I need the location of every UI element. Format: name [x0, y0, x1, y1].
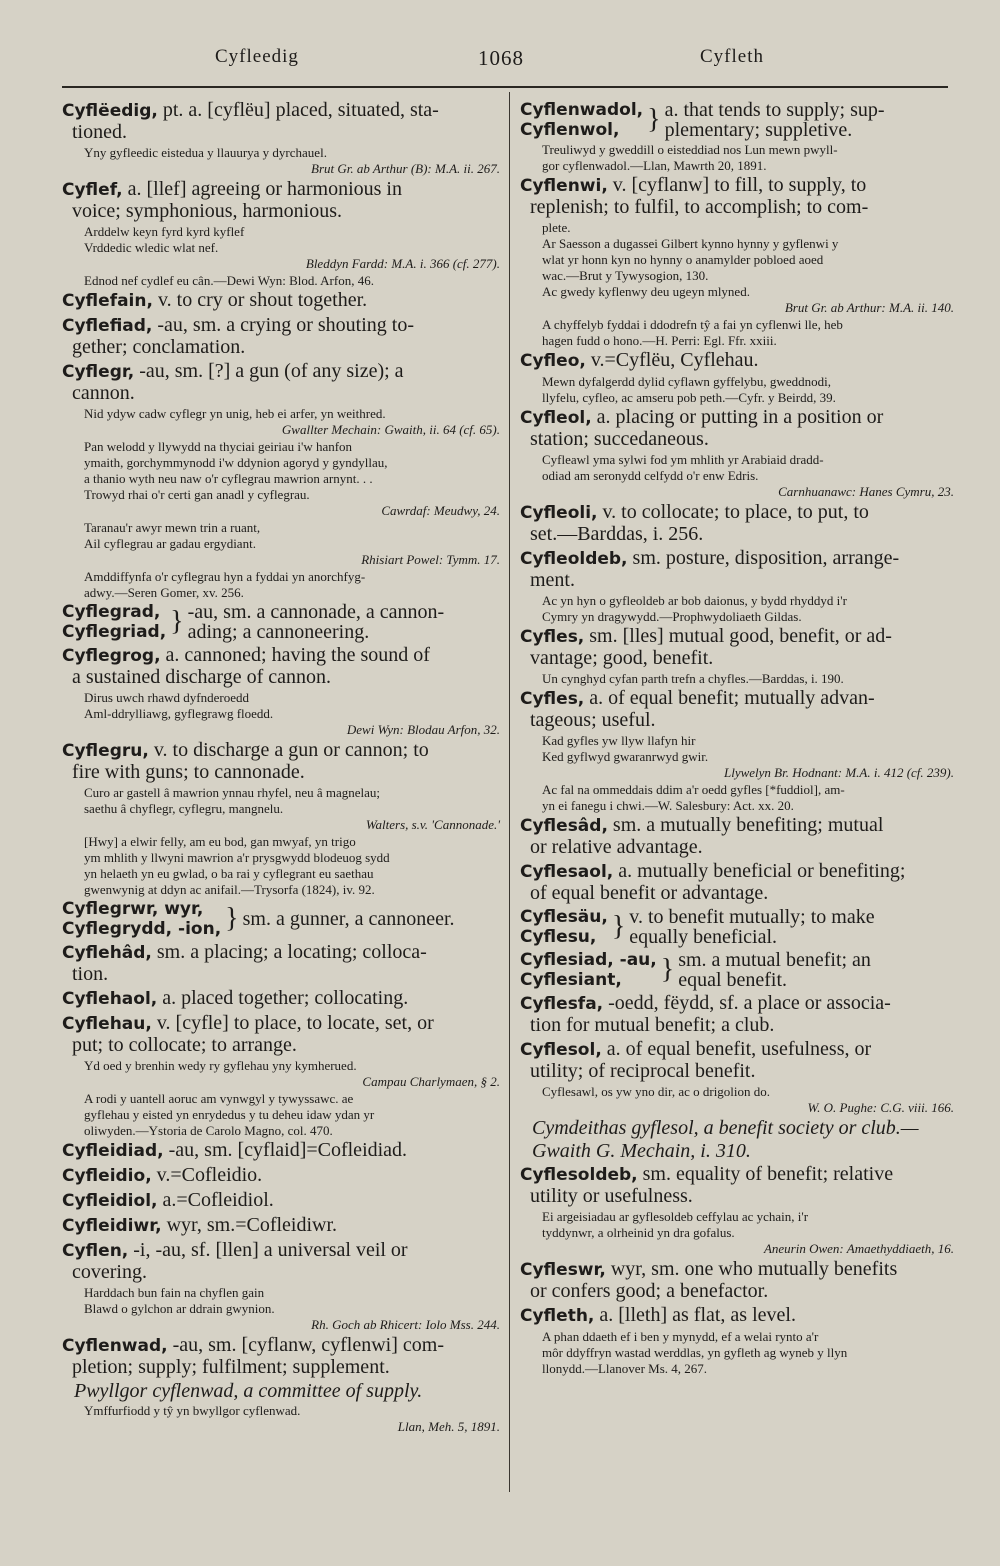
running-header: [0, 46, 1000, 76]
definition: sm. a placing; a locating; colloca-: [156, 941, 427, 963]
headword: Cyflefain,: [62, 291, 153, 311]
dictionary-entry: [520, 1259, 954, 1302]
definition-continuation: gether; conclamation.: [72, 336, 246, 358]
dictionary-entry: [62, 740, 500, 783]
quotation-line: hagen fudd o hono.—H. Perri: Egl. Ffr. xxiii.: [542, 333, 777, 348]
dictionary-entry: [62, 988, 500, 1010]
quotation-line: Amddiffynfa o'r cyflegrau hyn a fyddai yn anorchfyg-: [84, 569, 366, 584]
quotation-line: gwenwynig at ddyn ac anifail.—Trysorfa (1824), iv. 92.: [84, 882, 375, 897]
dictionary-entry: [62, 942, 500, 985]
header-left-guide-word: Cyfleedig: [215, 46, 299, 67]
quotation-line: Mewn dyfalgerdd dylid cyflawn gyffelybu, gweddnodi,: [542, 374, 831, 389]
definition: -oedd, fëydd, sf. a place or associa-: [608, 992, 891, 1014]
headword: Cyflenwadol,: [520, 100, 644, 120]
citation-source: Llan, Meh. 5, 1891.: [397, 1419, 500, 1434]
definition-continuation: tageous; useful.: [530, 709, 656, 731]
quotation-line: Treuliwyd y gweddill o eisteddiad nos Lun mewn pwyll-: [542, 142, 838, 157]
definition: wyr, sm.=Cofleidiwr.: [166, 1214, 338, 1236]
definition: a.=Cofleidiol.: [162, 1189, 274, 1211]
citation-source: Gwallter Mechain: Gwaith, ii. 64 (cf. 65).: [281, 422, 500, 437]
definition-continuation: fire with guns; to cannonade.: [72, 761, 305, 783]
headword: Cyfleoli,: [520, 503, 598, 523]
dictionary-entry: [62, 315, 500, 358]
definition: a. [llef] agreeing or harmonious in: [127, 178, 402, 200]
quotation-line: Ymffurfiodd y tŷ yn bwyllgor cyflenwad.: [84, 1403, 301, 1418]
definition-line: v. to benefit mutually; to make: [629, 906, 875, 928]
paired-entry: [520, 950, 954, 990]
definition: v. to discharge a gun or cannon; to: [153, 739, 429, 761]
dictionary-entry: [62, 361, 500, 404]
dictionary-entry: [62, 1335, 500, 1378]
header-rule: [62, 86, 948, 88]
quotation-line: Blawd o gylchon ar ddrain gwynion.: [84, 1301, 275, 1316]
quotation-line: Cyflesawl, os yw yno dir, ac o drigolion do.: [542, 1084, 771, 1099]
paired-headwords: [62, 602, 166, 642]
paired-headwords: [520, 907, 608, 947]
definition: a. of equal benefit; mutually advan-: [589, 687, 875, 709]
dictionary-entry: [520, 1039, 954, 1082]
definition-line: plementary; suppletive.: [664, 119, 853, 141]
quotation-line: môr ddyffryn wastad werddlas, yn gyfleth ag wyneb y llyn: [542, 1345, 848, 1360]
definition: v.=Cofleidio.: [156, 1164, 263, 1186]
headword: Cyflegrad,: [62, 602, 161, 622]
definition: sm. [lles] mutual good, benefit, or ad-: [589, 625, 892, 647]
paired-headwords: [520, 950, 657, 990]
dictionary-entry: [62, 1215, 500, 1237]
quotation-line: Yny gyfleedic eistedua y llauurya y dyrchauel.: [84, 145, 327, 160]
quotation-line: A phan ddaeth ef i ben y mynydd, ef a welai rynto a'r: [542, 1329, 819, 1344]
definition-continuation: tioned.: [72, 121, 127, 143]
citation-source: Brut Gr. ab Arthur: M.A. ii. 140.: [784, 300, 954, 315]
headword: Cyflehaol,: [62, 989, 158, 1009]
quotation-line: ymaith, gorchymmynodd i'w ddynion agoryd y gyndyllau,: [84, 455, 388, 470]
citation-source: Aneurin Owen: Amaethyddiaeth, 16.: [763, 1241, 954, 1256]
quotation-line: Un cynghyd cyfan parth trefn a chyfles.—Barddas, i. 190.: [542, 671, 844, 686]
paired-entry: [62, 602, 500, 642]
definition-continuation: put; to collocate; to arrange.: [72, 1034, 297, 1056]
quotation-line: Ac gwedy kyflenwy deu ugeyn mlyned.: [542, 284, 750, 299]
headword: Cyflesiant,: [520, 970, 622, 990]
quotation-line: ym mhlith y llwyni mawrion a'r prysgwydd blodeuog sydd: [84, 850, 390, 865]
paired-entry: [520, 100, 954, 140]
definition-continuation: station; succedaneous.: [530, 428, 709, 450]
headword: Cyflesu,: [520, 927, 597, 947]
left-column: [62, 100, 500, 1437]
quotation-line: tyddynwr, a olrheinid yn dra gofalus.: [542, 1225, 735, 1240]
definition: -au, sm. a crying or shouting to-: [157, 314, 415, 336]
dictionary-entry: [62, 290, 500, 312]
dictionary-entry: [520, 407, 954, 450]
headword: Cyflesâd,: [520, 816, 608, 836]
quotation-line: yn helaeth yn eu gwlad, o ba rai y cyflegrant eu saethau: [84, 866, 374, 881]
quotation-line: Arddelw keyn fyrd kyrd kyflef: [84, 224, 245, 239]
headword: Cyfleo,: [520, 351, 586, 371]
quotation-line: gyflehau y eisted yn enrydedus y tu deheu idaw ydan yr: [84, 1107, 375, 1122]
dictionary-entry: [520, 1164, 954, 1207]
quotation-line: oliwyden.—Ystoria de Carolo Magno, col. 470.: [84, 1123, 333, 1138]
dictionary-entry: [520, 626, 954, 669]
headword: Cyflen,: [62, 1241, 129, 1261]
quotation-line: Ednod nef cydlef eu cân.—Dewi Wyn: Blod. Arfon, 46.: [84, 273, 374, 288]
definition-continuation: replenish; to fulfil, to accomplish; to com-: [530, 196, 869, 218]
headword: Cyflesiad, -au,: [520, 950, 657, 970]
quotation-line: llyfelu, cyfleo, ac amseru pob peth.—Cyfr. y Beirdd, 39.: [542, 390, 836, 405]
paired-definition: [678, 950, 871, 990]
italic-phrase: Pwyllgor cyflenwad, a committee of supply.: [74, 1380, 423, 1402]
definition: a. cannoned; having the sound of: [165, 644, 430, 666]
paired-entry: [62, 899, 500, 939]
definition: v. to collocate; to place, to put, to: [602, 501, 869, 523]
dictionary-entry: [62, 1190, 500, 1212]
citation-source: Cawrdaf: Meudwy, 24.: [381, 503, 500, 518]
citation-source: Campau Charlymaen, § 2.: [362, 1074, 500, 1089]
headword: Cyfleol,: [520, 408, 592, 428]
headword: Cyflesaol,: [520, 862, 614, 882]
header-right-guide-word: Cyfleth: [700, 46, 764, 67]
definition-continuation: of equal benefit or advantage.: [530, 882, 769, 904]
dictionary-entry: [62, 1240, 500, 1283]
headword: Cyfleidiad,: [62, 1141, 164, 1161]
headword: Cyflesfa,: [520, 994, 604, 1014]
headword: Cyflenwol,: [520, 120, 620, 140]
quotation-line: a thanio wyth neu naw o'r cyflegrau mawrion arnynt. . .: [84, 471, 373, 486]
definition-continuation: voice; symphonious, harmonious.: [72, 200, 342, 222]
dictionary-entry: [520, 1305, 954, 1327]
headword: Cyflegriad,: [62, 622, 167, 642]
definition-line: ading; a cannoneering.: [187, 621, 370, 643]
italic-phrase: Cymdeithas gyflesol, a benefit society or club.—: [532, 1117, 919, 1139]
headword: Cyflesäu,: [520, 907, 608, 927]
brace-icon: }: [225, 903, 239, 934]
headword: Cyflesol,: [520, 1040, 602, 1060]
quotation-line: Aml-ddrylliawg, gyflegrawg floedd.: [84, 706, 274, 721]
quotation-line: odiad am seronydd celfydd o'r enw Edris.: [542, 468, 759, 483]
definition-line: sm. a gunner, a cannoneer.: [242, 908, 455, 930]
definition-continuation: or confers good; a benefactor.: [530, 1280, 769, 1302]
definition-continuation: set.—Barddas, i. 256.: [530, 523, 704, 545]
quotation-line: Ked gyflwyd gwaranrwyd gwir.: [542, 749, 709, 764]
headword: Cyflef,: [62, 180, 123, 200]
definition-continuation: covering.: [72, 1261, 147, 1283]
dictionary-entry: [520, 350, 954, 372]
headword: Cyfleoldeb,: [520, 549, 628, 569]
italic-phrase: Gwaith G. Mechain, i. 310.: [532, 1140, 751, 1162]
headword: Cyfleswr,: [520, 1260, 606, 1280]
definition: -i, -au, sf. [llen] a universal veil or: [133, 1239, 408, 1261]
citation-source: Bleddyn Fardd: M.A. i. 366 (cf. 277).: [305, 256, 500, 271]
headword: Cyflegrydd, -ion,: [62, 919, 222, 939]
quotation-line: Harddach bun fain na chyflen gain: [84, 1285, 265, 1300]
quotation-line: llonydd.—Llanover Ms. 4, 267.: [542, 1361, 708, 1376]
dictionary-entry: [520, 502, 954, 545]
quotation-line: A chyffelyb fyddai i ddodrefn tŷ a fai yn cyflenwi lle, heb: [542, 317, 843, 332]
headword: Cyflegr,: [62, 362, 135, 382]
definition: a. placing or putting in a position or: [596, 406, 884, 428]
brace-icon: }: [611, 911, 626, 942]
quotation-line: Taranau'r awyr mewn trin a ruant,: [84, 520, 261, 535]
dictionary-entry: [520, 548, 954, 591]
paired-definition: [629, 907, 874, 947]
definition-line: sm. a mutual benefit; an: [678, 949, 871, 971]
definition-line: -au, sm. a cannonade, a cannon-: [187, 601, 445, 623]
headword: Cyflegrog,: [62, 646, 161, 666]
headword: Cyflefiad,: [62, 316, 153, 336]
paired-definition: [243, 909, 455, 929]
quotation-line: yn ei fanegu i chwi.—W. Salesbury: Act. xx. 20.: [542, 798, 794, 813]
definition: v. [cyfle] to place, to locate, set, or: [156, 1012, 434, 1034]
quotation-line: Pan welodd y llywydd na thyciai geiriau i'w hanfon: [84, 439, 353, 454]
definition: pt. a. [cyflëu] placed, situated, sta-: [162, 99, 439, 121]
headword: Cyfles,: [520, 627, 585, 647]
definition: a. [lleth] as flat, as level.: [599, 1304, 796, 1326]
definition: a. of equal benefit, usefulness, or: [606, 1038, 872, 1060]
definition: a. placed together; collocating.: [162, 987, 409, 1009]
citation-source: Walters, s.v. 'Cannonade.': [365, 817, 500, 832]
quotation-line: Yd oed y brenhin wedy ry gyflehau yny kymherued.: [84, 1058, 357, 1073]
citation-source: Carnhuanawc: Hanes Cymru, 23.: [778, 484, 954, 499]
quotation-line: Cyfleawl yma sylwi fod ym mhlith yr Arabiaid dradd-: [542, 452, 824, 467]
citation-source: Rhisiart Powel: Tymm. 17.: [361, 552, 500, 567]
definition-continuation: tion for mutual benefit; a club.: [530, 1014, 775, 1036]
dictionary-entry: [520, 688, 954, 731]
dictionary-entry: [520, 861, 954, 904]
citation-source: W. O. Pughe: C.G. viii. 166.: [807, 1100, 954, 1115]
definition-line: equal benefit.: [678, 969, 788, 991]
quotation-line: Vrddedic wledic wlat nef.: [84, 240, 219, 255]
definition: v.=Cyflëu, Cyflehau.: [590, 349, 759, 371]
headword: Cyfleth,: [520, 1306, 595, 1326]
headword: Cyflehâd,: [62, 943, 152, 963]
headword: Cyflegrwr, wyr,: [62, 899, 204, 919]
citation-source: Rh. Goch ab Rhicert: Iolo Mss. 244.: [311, 1317, 500, 1332]
definition-line: equally beneficial.: [629, 926, 778, 948]
paired-definition: [188, 602, 445, 642]
headword: Cyflegru,: [62, 741, 149, 761]
definition: sm. a mutually benefiting; mutual: [612, 814, 884, 836]
right-column: [520, 100, 954, 1378]
definition: v. [cyflanw] to fill, to supply, to: [612, 174, 867, 196]
headword: Cyflenwi,: [520, 176, 608, 196]
definition-continuation: ment.: [530, 569, 575, 591]
definition-continuation: a sustained discharge of cannon.: [72, 666, 331, 688]
paired-definition: [665, 100, 885, 140]
definition: v. to cry or shout together.: [157, 289, 368, 311]
quotation-line: [Hwy] a elwir felly, am eu bod, gan mwyaf, yn trigo: [84, 834, 356, 849]
headword: Cyfleidiwr,: [62, 1216, 162, 1236]
brace-icon: }: [660, 954, 675, 985]
quotation-line: Curo ar gastell â mawrion ynnau rhyfel, neu â magnelau;: [84, 785, 381, 800]
citation-source: Dewi Wyn: Blodau Arfon, 32.: [346, 722, 500, 737]
dictionary-entry: [62, 1140, 500, 1162]
headword: Cyflesoldeb,: [520, 1165, 638, 1185]
quotation-line: A rodi y uantell aoruc am vynwgyl y tywyssawc. ae: [84, 1091, 354, 1106]
quotation-line: wac.—Brut y Tywysogion, 130.: [542, 268, 709, 283]
dictionary-entry: [62, 179, 500, 222]
quotation-line: Kad gyfles yw llyw llafyn hir: [542, 733, 696, 748]
citation-source: Brut Gr. ab Arthur (B): M.A. ii. 267.: [311, 161, 500, 176]
headword: Cyflëedig,: [62, 101, 158, 121]
definition: sm. equality of benefit; relative: [642, 1163, 894, 1185]
headword: Cyflenwad,: [62, 1336, 168, 1356]
definition-continuation: cannon.: [72, 382, 135, 404]
quotation-line: Dirus uwch rhawd dyfnderoedd: [84, 690, 249, 705]
definition-continuation: tion.: [72, 963, 109, 985]
quotation-line: saethu â chyflegr, cyflegru, mangnelu.: [84, 801, 284, 816]
dictionary-entry: [62, 645, 500, 688]
quotation-line: Ail cyflegrau ar gadau ergydiant.: [84, 536, 256, 551]
quotation-line: Nid ydyw cadw cyflegr yn unig, heb ei arfer, yn weithred.: [84, 406, 386, 421]
quotation-line: Trowyd rhai o'r certi gan anadl y cyflegrau.: [84, 487, 310, 502]
definition-continuation: utility or usefulness.: [530, 1185, 693, 1207]
paired-headwords: [520, 100, 643, 140]
definition-continuation: utility; of reciprocal benefit.: [530, 1060, 756, 1082]
dictionary-entry: [520, 175, 954, 218]
definition-continuation: pletion; supply; fulfilment; supplement.: [72, 1356, 390, 1378]
paired-entry: [520, 907, 954, 947]
definition-continuation: or relative advantage.: [530, 836, 703, 858]
column-divider: [509, 92, 510, 1492]
definition: wyr, sm. one who mutually benefits: [610, 1258, 898, 1280]
headword: Cyfleidiol,: [62, 1191, 158, 1211]
quotation-line: gor cyflenwadol.—Llan, Mawrth 20, 1891.: [542, 158, 767, 173]
quotation-line: wlat yr honn kyn no hynny o anamylder pobloed aoed: [542, 252, 824, 267]
quotation-line: Ei argeisiadau ar gyflesoldeb ceffylau ac ychain, i'r: [542, 1209, 809, 1224]
headword: Cyfles,: [520, 689, 585, 709]
definition-continuation: vantage; good, benefit.: [530, 647, 714, 669]
citation-source: Llywelyn Br. Hodnant: M.A. i. 412 (cf. 239).: [724, 765, 954, 780]
headword: Cyfleidio,: [62, 1166, 152, 1186]
dictionary-entry: [62, 100, 500, 143]
brace-icon: }: [170, 606, 184, 637]
quotation-line: adwy.—Seren Gomer, xv. 256.: [84, 585, 244, 600]
quotation-line: Ac fal na ommeddais ddim a'r oedd gyfles [*fuddiol], am-: [542, 782, 845, 797]
definition: sm. posture, disposition, arrange-: [632, 547, 900, 569]
dictionary-entry: [62, 1013, 500, 1056]
quotation-line: Ar Saesson a dugassei Gilbert kynno hynny y gyflenwi y: [542, 236, 839, 251]
definition: -au, sm. [cyflanw, cyflenwi] com-: [172, 1334, 444, 1356]
dictionary-entry: [62, 1165, 500, 1187]
definition: -au, sm. [?] a gun (of any size); a: [139, 360, 404, 382]
definition: a. mutually beneficial or benefiting;: [618, 860, 906, 882]
brace-icon: }: [647, 104, 661, 135]
definition-line: a. that tends to supply; sup-: [664, 99, 885, 121]
dictionary-entry: [520, 993, 954, 1036]
quotation-line: Ac yn hyn o gyfleoldeb ar bob daionus, y bydd rhyddyd i'r: [542, 593, 847, 608]
dictionary-entry: [520, 815, 954, 858]
quotation-line: Cymry yn dragywydd.—Prophwydoliaeth Gildas.: [542, 609, 802, 624]
quotation-line: plete.: [542, 220, 571, 235]
page-number: 1068: [478, 46, 524, 70]
definition: -au, sm. [cyflaid]=Cofleidiad.: [168, 1139, 408, 1161]
paired-headwords: [62, 899, 221, 939]
headword: Cyflehau,: [62, 1014, 152, 1034]
